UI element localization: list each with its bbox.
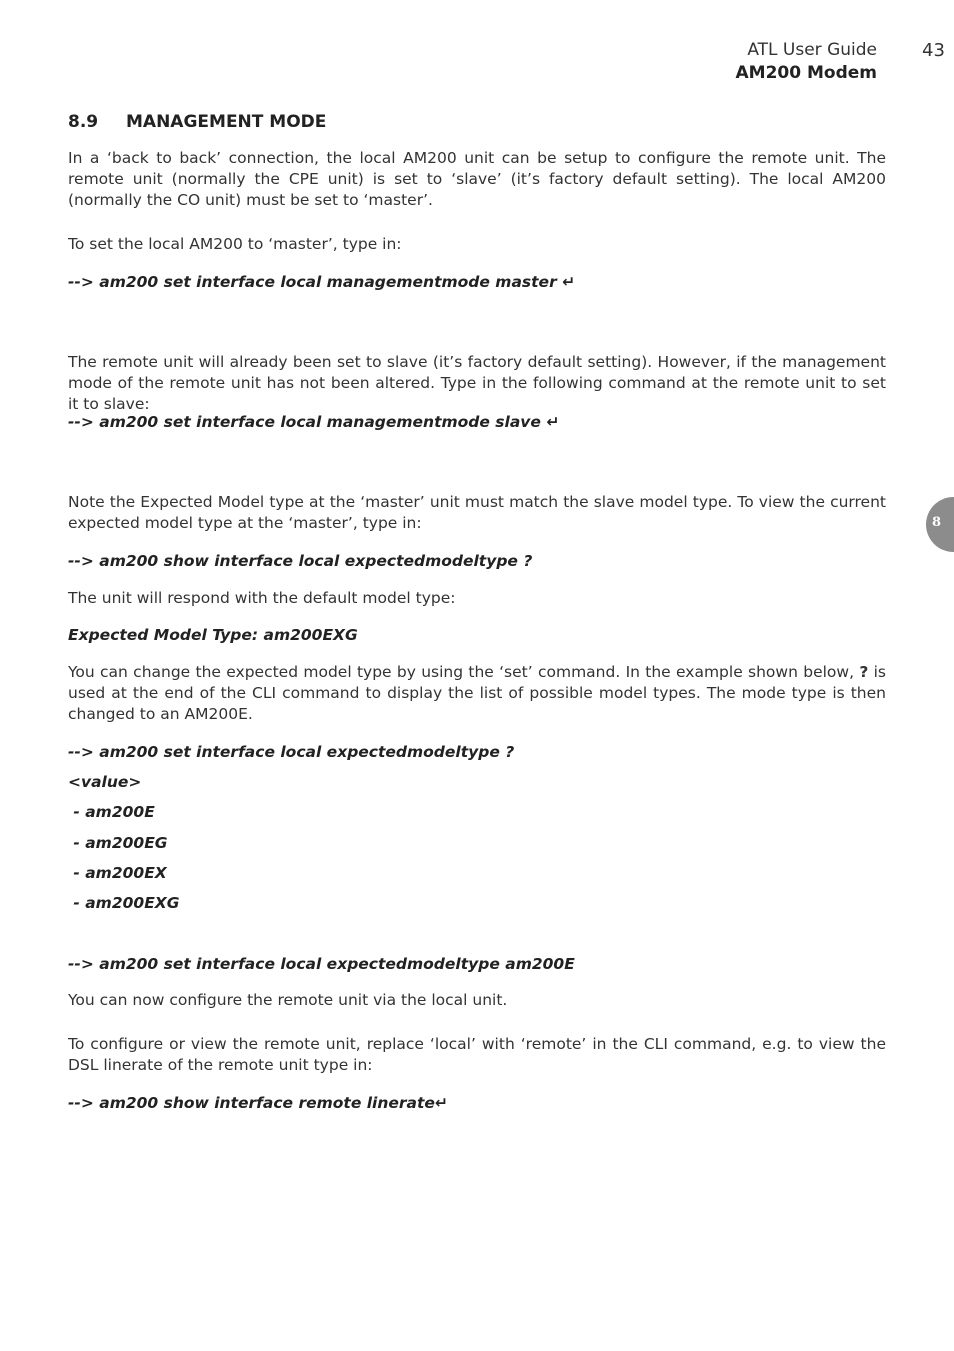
command-text: --> am200 set interface local managementmode master [68, 273, 563, 291]
option-item: - am200EX [68, 864, 167, 882]
paragraph-expected-model: Note the Expected Model type at the ‘master’ unit must match the slave model type. To view the current expected model type at the ‘master’, type in: [68, 493, 886, 532]
command-set-expected-am200e: --> am200 set interface local expectedmodeltype am200E [68, 955, 575, 973]
paragraph-respond: The unit will respond with the default model type: [68, 589, 456, 607]
page-number: 43 [922, 40, 945, 61]
command-show-expected: --> am200 show interface local expectedmodeltype ? [68, 552, 533, 570]
paragraph-text: You can change the expected model type by using the ‘set’ command. In the example shown below, [68, 663, 860, 681]
paragraph-remote-slave: The remote unit will already been set to slave (it’s factory default setting). However, if the management mode of the remote unit has not been altered. Type in the following command at the remote unit to set it to slave: [68, 353, 886, 413]
enter-icon: ↵ [546, 413, 560, 431]
option-item: - am200EXG [68, 894, 180, 912]
chapter-tab [926, 497, 954, 552]
section-number: 8.9 [68, 112, 99, 132]
chapter-tab-label: 8 [932, 515, 942, 530]
paragraph-replace-local: To configure or view the remote unit, replace ‘local’ with ‘remote’ in the CLI command, e.g. to view the DSL linerate of the remote unit type in: [68, 1035, 886, 1074]
command-text: --> am200 show interface remote linerate [68, 1094, 435, 1112]
command-set-master [68, 273, 575, 291]
enter-icon: ↵ [434, 1094, 448, 1112]
section-title: MANAGEMENT MODE [126, 112, 327, 132]
command-set-expected-query: --> am200 set interface local expectedmodeltype ? [68, 743, 515, 761]
command-text: --> am200 set interface local managementmode slave [68, 413, 547, 431]
value-header: <value> [68, 773, 142, 791]
header-subtitle: AM200 Modem [735, 63, 877, 83]
command-show-linerate [68, 1094, 448, 1112]
paragraph-text: is used at the end of the CLI command to display the list of possible model types. The mode type is then changed to an AM200E. [68, 663, 887, 723]
paragraph-intro: In a ‘back to back’ connection, the local AM200 unit can be setup to configure the remote unit. The remote unit (normally the CPE unit) is set to ‘slave’ (it’s factory default setting). The local AM200 (normally the CO unit) must be set to ‘master’. [68, 149, 886, 209]
response-expected-model: Expected Model Type: am200EXG [68, 626, 358, 644]
question-mark: ? [859, 663, 869, 681]
paragraph-change-model [68, 662, 886, 725]
command-set-slave [68, 413, 559, 431]
option-item: - am200E [68, 803, 155, 821]
option-item: - am200EG [68, 834, 168, 852]
enter-icon: ↵ [562, 273, 576, 291]
paragraph-set-master: To set the local AM200 to ‘master’, type in: [68, 235, 402, 253]
paragraph-configure-remote: You can now configure the remote unit via the local unit. [68, 991, 508, 1009]
header-title: ATL User Guide [747, 40, 877, 60]
